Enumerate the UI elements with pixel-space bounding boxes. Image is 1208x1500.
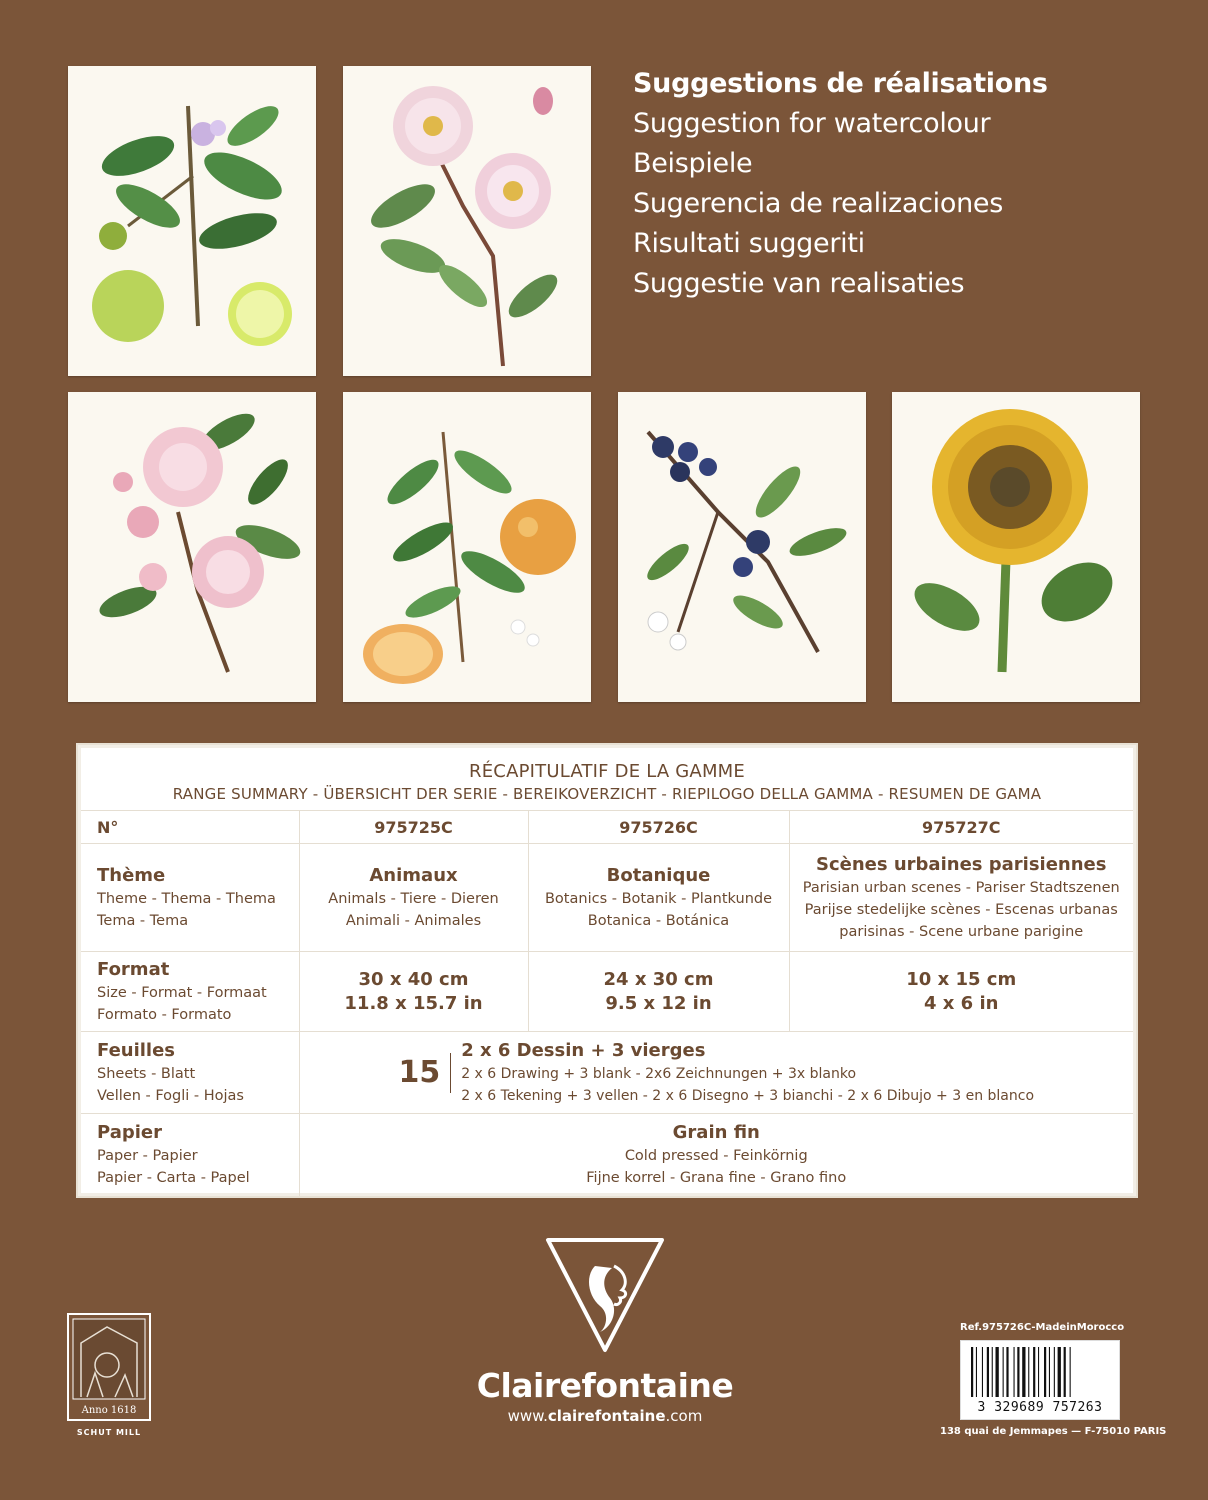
suggestions-heading: Suggestions de réalisations xyxy=(633,68,1048,99)
format-975727c-cm: 10 x 15 cm xyxy=(906,968,1017,990)
theme-animaux-sub2: Animali - Animales xyxy=(345,912,482,929)
format-975727c-in: 4 x 6 in xyxy=(924,992,999,1014)
sheets-label-sub2: Vellen - Fogli - Hojas xyxy=(97,1087,244,1104)
paper-label-sub1: Paper - Papier xyxy=(97,1147,198,1164)
theme-label-sub2: Tema - Tema xyxy=(97,912,189,929)
format-label: Format xyxy=(97,958,170,980)
range-summary-panel xyxy=(78,745,1136,1196)
range-summary-table xyxy=(81,810,1133,1196)
format-975726c-cm: 24 x 30 cm xyxy=(603,968,714,990)
paper-main: Grain fin xyxy=(672,1121,760,1143)
sheets-sub-b: 2 x 6 Tekening + 3 vellen - 2 x 6 Disegno + 3 bianchi - 2 x 6 Dibujo + 3 en blanco xyxy=(461,1087,1035,1104)
company-address: 138 quai de Jemmapes — F-75010 PARIS xyxy=(940,1426,1167,1437)
theme-label: Thème xyxy=(97,864,166,886)
table-row-sheets xyxy=(81,1032,1133,1114)
sheets-label: Feuilles xyxy=(97,1039,176,1061)
format-label-sub2: Formato - Formato xyxy=(97,1006,232,1023)
theme-scenes-sub1: Parisian urban scenes - Pariser Stadtszenen xyxy=(802,879,1120,896)
barcode-bars xyxy=(971,1347,1109,1397)
card-camellia-illustration xyxy=(68,392,316,702)
schut-mill-stamp xyxy=(67,1313,151,1439)
ref-975727c: 975727C xyxy=(921,817,1001,837)
orange-branch-illustration xyxy=(343,392,591,702)
brand-block xyxy=(420,1236,790,1425)
paper-sub-b: Fijne korrel - Grana fine - Grano fino xyxy=(586,1169,847,1186)
table-row-paper xyxy=(81,1114,1133,1196)
format-label-sub1: Size - Format - Formaat xyxy=(97,984,267,1001)
mill-year: Anno 1618 xyxy=(81,1405,137,1416)
suggestions-block xyxy=(633,64,1193,304)
format-975725c-cm: 30 x 40 cm xyxy=(358,968,469,990)
brand-url-domain: clairefontaine xyxy=(547,1407,666,1425)
number-label: N° xyxy=(97,817,119,837)
format-975725c-in: 11.8 x 15.7 in xyxy=(344,992,483,1014)
sheets-main: 2 x 6 Dessin + 3 vierges xyxy=(461,1039,706,1061)
mill-name: SCHUT MILL xyxy=(76,1428,142,1437)
summary-subtitle: RANGE SUMMARY - ÜBERSICHT DER SERIE - BEREIKOVERZICHT - RIEPILOGO DELLA GAMMA - RESUMEN DE GAMA xyxy=(172,785,1042,803)
paper-label-sub2: Papier - Carta - Papel xyxy=(97,1169,250,1186)
paper-sub-a: Cold pressed - Feinkörnig xyxy=(624,1147,808,1164)
summary-title: RÉCAPITULATIF DE LA GAMME xyxy=(469,761,745,782)
lemon-branch-illustration xyxy=(68,66,316,376)
suggestion-line-en: Suggestion for watercolour xyxy=(633,108,991,139)
suggestion-line-es: Sugerencia de realizaciones xyxy=(633,188,1003,219)
card-orange-illustration xyxy=(343,392,591,702)
suggestion-line-de: Beispiele xyxy=(633,148,753,179)
card-lemon-illustration xyxy=(68,66,316,376)
card-blackthorn-illustration xyxy=(618,392,866,702)
theme-animaux: Animaux xyxy=(369,864,458,886)
clairefontaine-triangle-logo-icon xyxy=(540,1236,670,1356)
sheets-sub-a: 2 x 6 Drawing + 3 blank - 2x6 Zeichnungen + 3x blanko xyxy=(461,1065,857,1082)
ref-975725c: 975725C xyxy=(374,817,453,837)
theme-scenes-sub2: Parijse stedelijke scènes - Escenas urbanas xyxy=(804,901,1118,918)
suggestion-line-nl: Suggestie van realisaties xyxy=(633,268,965,299)
theme-label-sub1: Theme - Thema - Thema xyxy=(97,890,276,907)
camellia-illustration xyxy=(68,392,316,702)
brand-name: Clairefontaine xyxy=(476,1366,734,1405)
brand-url-prefix: www. xyxy=(507,1407,548,1425)
table-row-theme xyxy=(81,844,1133,952)
brand-url[interactable] xyxy=(420,1407,790,1425)
theme-botanique-sub1: Botanics - Botanik - Plantkunde xyxy=(544,890,773,907)
card-sunflower-illustration xyxy=(892,392,1140,702)
format-975726c-in: 9.5 x 12 in xyxy=(605,992,712,1014)
suggestion-line-it: Risultati suggeriti xyxy=(633,228,865,259)
card-rose-illustration xyxy=(343,66,591,376)
brand-url-suffix: .com xyxy=(665,1407,703,1425)
theme-botanique: Botanique xyxy=(606,864,711,886)
mill-engraving-icon xyxy=(67,1313,151,1439)
theme-scenes-urbaines: Scènes urbaines parisiennes xyxy=(816,853,1107,875)
theme-botanique-sub2: Botanica - Botánica xyxy=(587,912,730,929)
blackthorn-illustration xyxy=(618,392,866,702)
barcode-digits: 3 329689 757263 xyxy=(977,1400,1103,1415)
table-row-format xyxy=(81,952,1133,1032)
sheets-count: 15 xyxy=(398,1053,451,1093)
ref-975726c: 975726C xyxy=(619,817,698,837)
barcode xyxy=(960,1340,1120,1420)
sunflower-illustration xyxy=(892,392,1140,702)
table-row-number xyxy=(81,811,1133,844)
wild-rose-illustration xyxy=(343,66,591,376)
product-reference: Ref.975726C-MadeinMorocco xyxy=(960,1322,1125,1333)
paper-label: Papier xyxy=(97,1121,162,1143)
theme-scenes-sub3: parisinas - Scene urbane parigine xyxy=(839,923,1084,940)
sheets-label-sub1: Sheets - Blatt xyxy=(97,1065,196,1082)
theme-animaux-sub1: Animals - Tiere - Dieren xyxy=(328,890,499,907)
